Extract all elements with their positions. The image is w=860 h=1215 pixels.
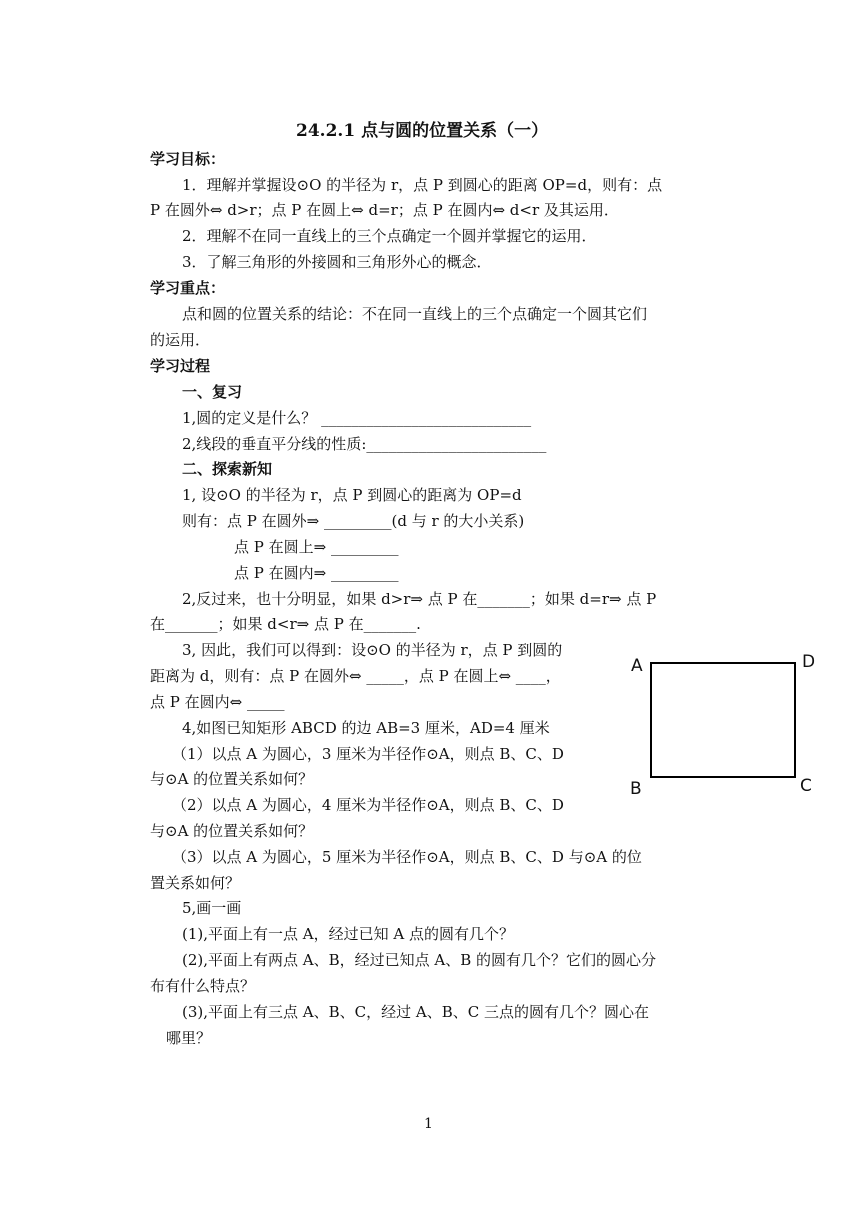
vertex-label-a: A — [631, 656, 643, 676]
question-5: 5,画一画 — [182, 899, 242, 917]
page-number: 1 — [424, 1116, 433, 1132]
question-4-1-a: （1）以点 A 为圆心，3 厘米为半径作⊙A，则点 B、C、D — [172, 745, 564, 763]
question-4-2-a: （2）以点 A 为圆心，4 厘米为半径作⊙A，则点 B、C、D — [172, 796, 564, 814]
vertex-label-d: D — [802, 652, 816, 672]
focus-text-a: 点和圆的位置关系的结论：不在同一直线上的三个点确定一个圆其它们 — [182, 305, 648, 323]
question-5-3-a: (3),平面上有三点 A、B、C，经过 A、B、C 三点的圆有几个？圆心在 — [182, 1003, 649, 1021]
question-4-3-b: 置关系如何？ — [150, 874, 241, 892]
focus-heading: 学习重点： — [150, 279, 226, 297]
question-4-3-a: （3）以点 A 为圆心，5 厘米为半径作⊙A，则点 B、C、D 与⊙A 的位 — [172, 848, 642, 866]
question-4-2-b: 与⊙A 的位置关系如何？ — [150, 822, 314, 840]
question-1-c: 点 P 在圆上⇒ _________ — [234, 538, 399, 556]
question-1-b: 则有：点 P 在圆外⇒ _________(d 与 r 的大小关系) — [182, 512, 525, 530]
rectangle-abcd-diagram — [628, 652, 828, 802]
question-5-3-b: 哪里？ — [166, 1029, 212, 1047]
question-3-b: 距离为 d，则有：点 P 在圆外⇔ _____，点 P 在圆上⇔ ____， — [150, 667, 561, 685]
process-heading: 学习过程 — [150, 357, 211, 375]
question-3-c: 点 P 在圆内⇔ _____ — [150, 693, 285, 711]
vertex-label-b: B — [630, 779, 642, 799]
objective-2: 2．理解不在同一直线上的三个点确定一个圆并掌握它的运用． — [182, 227, 597, 245]
objective-1-line-b: P 在圆外⇔ d>r；点 P 在圆上⇔ d=r；点 P 在圆内⇔ d<r 及其运用． — [150, 201, 619, 219]
objective-1-line-a: 1．理解并掌握设⊙O 的半径为 r，点 P 到圆心的距离 OP=d，则有：点 — [182, 176, 663, 194]
question-1-a: 1, 设⊙O 的半径为 r，点 P 到圆心的距离为 OP=d — [182, 486, 522, 504]
question-3-a: 3, 因此，我们可以得到：设⊙O 的半径为 r，点 P 到圆的 — [182, 641, 563, 659]
page-title: 24.2.1 点与圆的位置关系（一） — [296, 121, 549, 141]
review-question-2: 2,线段的垂直平分线的性质:________________________ — [182, 435, 547, 453]
question-1-d: 点 P 在圆内⇒ _________ — [234, 564, 399, 582]
review-heading: 一、复习 — [182, 383, 243, 401]
vertex-label-c: C — [800, 776, 812, 796]
explore-heading: 二、探索新知 — [182, 460, 273, 478]
review-question-1: 1,圆的定义是什么？ ____________________________ — [182, 409, 532, 427]
question-2-b: 在_______；如果 d<r⇒ 点 P 在_______. — [150, 615, 421, 633]
question-4-1-b: 与⊙A 的位置关系如何？ — [150, 770, 314, 788]
question-5-2-a: (2),平面上有两点 A、B，经过已知点 A、B 的圆有几个？它们的圆心分 — [182, 951, 657, 969]
question-5-2-b: 布有什么特点？ — [150, 977, 256, 995]
rectangle-shape — [650, 662, 796, 778]
objective-3: 3．了解三角形的外接圆和三角形外心的概念． — [182, 253, 492, 271]
question-2-a: 2,反过来，也十分明显，如果 d>r⇒ 点 P 在_______；如果 d=r⇒ 点 P — [182, 590, 657, 608]
objectives-heading: 学习目标： — [150, 150, 226, 168]
question-5-1: (1),平面上有一点 A，经过已知 A 点的圆有几个？ — [182, 925, 514, 943]
focus-text-b: 的运用． — [150, 331, 211, 349]
question-4: 4,如图已知矩形 ABCD 的边 AB=3 厘米，AD=4 厘米 — [182, 719, 550, 737]
